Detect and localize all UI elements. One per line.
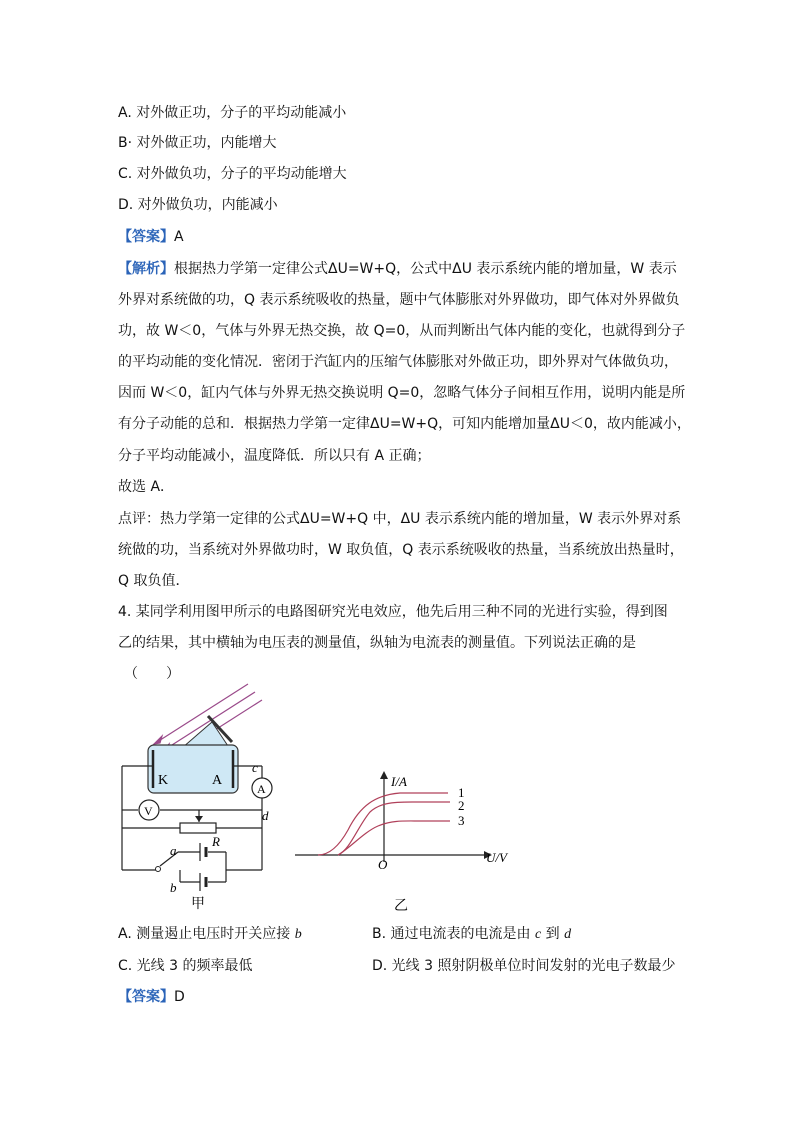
contact-a-label: a (170, 843, 177, 858)
rheostat-label: R (212, 834, 220, 849)
q4-stem-line-3: （ ） (124, 666, 180, 682)
q4-option-b-var-d: d (564, 927, 572, 942)
q3-analysis-line-6: 有分子动能的总和．根据热力学第一定律ΔU=W+Q，可知内能增加量ΔU＜0，故内能减小， (118, 416, 691, 432)
q4-stem-line-1: 4. 某同学利用图甲所示的电路图研究光电效应，他先后用三种不同的光进行实验，得到图 (118, 604, 668, 620)
x-axis-label: U/V (486, 850, 507, 865)
curve-3 (338, 821, 450, 855)
curve-label-1: 1 (458, 785, 465, 800)
q4-option-a-var: b (294, 927, 302, 942)
q4-option-b-var-c: c (534, 927, 542, 942)
q3-option-c: C. 对外做负功，分子的平均动能增大 (118, 166, 347, 182)
q3-option-a: A. 对外做正功，分子的平均动能减小 (118, 105, 347, 121)
q3-analysis-line-3: 功，故 W＜0，气体与外界无热交换，故 Q=0，从而判断出气体内能的变化，也就得到分子 (118, 323, 686, 339)
analysis-label: 【解析】 (118, 261, 174, 277)
curve-2 (338, 802, 450, 855)
curve-label-3: 3 (458, 813, 465, 828)
q4-option-c: C. 光线 3 的频率最低 (118, 958, 253, 974)
curve-label-2: 2 (458, 798, 465, 813)
q4-option-b (372, 924, 571, 945)
q3-comment-line-3: Q 取负值． (118, 573, 190, 589)
origin-label: O (378, 857, 388, 872)
answer-value: A (174, 229, 184, 245)
q3-comment-line-1: 点评：热力学第一定律的公式ΔU=W+Q 中，ΔU 表示系统内能的增加量，W 表示外界对系 (118, 511, 682, 527)
q3-option-b: B· 对外做正功，内能增大 (118, 135, 277, 151)
q3-comment-line-2: 统做的功，当系统对外界做功时，W 取负值，Q 表示系统吸收的热量，当系统放出热量时， (118, 542, 684, 558)
q3-analysis-line-2: 外界对系统做的功，Q 表示系统吸收的热量，题中气体膨胀对外界做功，即气体对外界做负 (118, 292, 680, 308)
q4-answer (118, 987, 185, 1007)
q4-stem-line-2: 乙的结果，其中横轴为电压表的测量值，纵轴为电流表的测量值。下列说法正确的是 (118, 635, 636, 651)
q4-option-b-mid: 到 (541, 926, 565, 942)
figure-caption-jia: 甲 (191, 897, 205, 912)
q4-answer-value: D (174, 989, 185, 1005)
q4-option-a-text: A. 测量遏止电压时开关应接 (118, 926, 295, 942)
anode-label: A (212, 773, 223, 788)
q4-option-a (118, 924, 302, 945)
answer-label: 【答案】 (118, 229, 174, 245)
q4-option-b-text: B. 通过电流表的电流是由 (372, 926, 535, 942)
q4-answer-label: 【答案】 (118, 989, 174, 1005)
cathode-label: K (158, 773, 169, 788)
q3-analysis-line-7: 分子平均动能减小，温度降低．所以只有 A 正确； (118, 448, 431, 464)
terminal-c-label: c (252, 760, 258, 775)
figure-caption-yi: 乙 (394, 899, 408, 914)
q4-option-d: D. 光线 3 照射阴极单位时间发射的光电子数最少 (372, 958, 676, 974)
q3-analysis-line-5: 因而 W＜0，缸内气体与外界无热交换说明 Q=0，忽略气体分子间相互作用，说明内能是所 (118, 385, 686, 401)
y-axis-arrow (380, 771, 388, 779)
ammeter-label: A (257, 782, 266, 796)
q3-option-d: D. 对外做负功，内能减小 (118, 197, 278, 213)
q3-conclusion: 故选 A． (118, 479, 175, 495)
analysis-text: 根据热力学第一定律公式ΔU=W+Q，公式中ΔU 表示系统内能的增加量，W 表示 (174, 261, 677, 277)
y-axis-label: I/A (391, 774, 407, 789)
contact-b-label: b (170, 880, 177, 895)
voltmeter-label: V (144, 804, 153, 818)
terminal-d-label: d (262, 808, 269, 823)
q3-analysis-line-4: 的平均动能的变化情况．密闭于汽缸内的压缩气体膨胀对外做正功，即外界对气体做负功， (118, 354, 678, 370)
